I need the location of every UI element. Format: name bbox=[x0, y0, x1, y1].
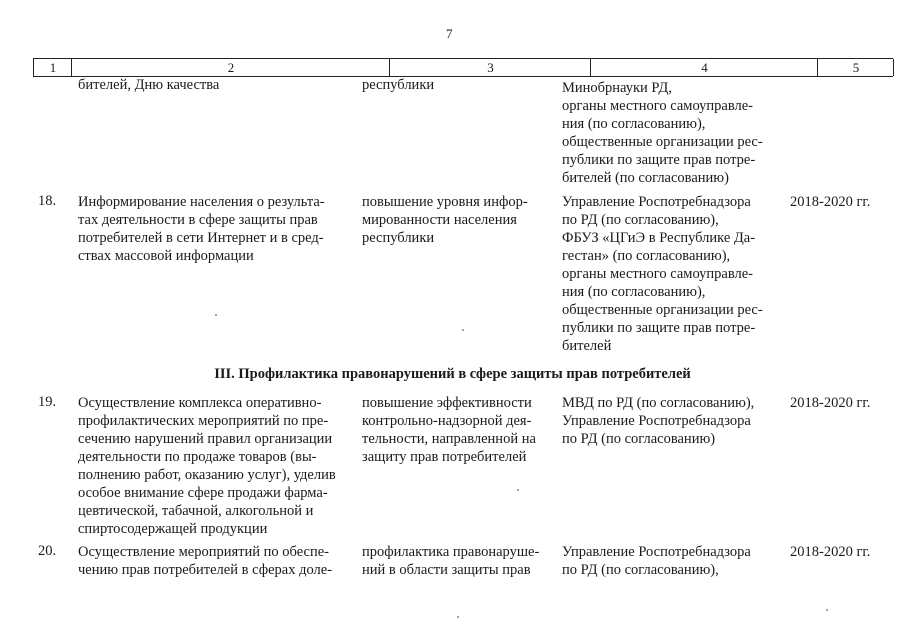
row-20-description: Осуществление мероприятий по обеспе- чению прав потребителей в сферах доле- bbox=[78, 544, 333, 578]
column-number-4: 4 bbox=[590, 59, 818, 76]
row-18-executors: Управление Роспотребнадзора по РД (по согласованию), ФБУЗ «ЦГиЭ в Республике Да- гестан» (по согласованию), органы местного самоуправле- ния (по согласованию), общественные организации рес- публики по защите прав потре- бителей bbox=[562, 194, 763, 354]
scan-speck bbox=[215, 314, 217, 316]
row-20-number: 20. bbox=[38, 543, 57, 559]
scan-speck bbox=[457, 616, 459, 618]
carryover-col2: бителей, Дню качества bbox=[78, 77, 220, 93]
row-18-period: 2018-2020 гг. bbox=[790, 194, 871, 210]
column-number-2: 2 bbox=[71, 59, 390, 76]
scan-speck bbox=[826, 609, 828, 611]
section-title: III. Профилактика правонарушений в сфере защиты прав потребителей bbox=[214, 366, 691, 382]
column-number-3: 3 bbox=[389, 59, 591, 76]
column-number-5: 5 bbox=[817, 59, 894, 76]
row-20-executors: Управление Роспотребнадзора по РД (по согласованию), bbox=[562, 544, 751, 578]
column-number-1: 1 bbox=[33, 59, 72, 76]
carryover-col3: республики bbox=[362, 77, 435, 93]
row-19-period: 2018-2020 гг. bbox=[790, 395, 871, 411]
row-18-result: повышение уровня инфор- мированности населения республики bbox=[362, 194, 528, 246]
row-20-period: 2018-2020 гг. bbox=[790, 544, 871, 560]
page-number: 7 bbox=[446, 26, 453, 41]
row-19-number: 19. bbox=[38, 394, 57, 410]
scan-speck bbox=[462, 329, 464, 331]
scan-speck bbox=[517, 489, 519, 491]
row-18-number: 18. bbox=[38, 193, 57, 209]
row-19-result: повышение эффективности контрольно-надзорной дея- тельности, направленной на защиту прав потребителей bbox=[362, 395, 536, 465]
row-19-executors: МВД по РД (по согласованию), Управление Роспотребнадзора по РД (по согласованию) bbox=[562, 395, 755, 447]
row-20-result: профилактика правонаруше- ний в области защиты прав bbox=[362, 544, 540, 578]
row-18-description: Информирование населения о результа- тах деятельности в сфере защиты прав потребителей в сети Интернет и в сред- ствах массовой информации bbox=[78, 194, 325, 264]
table-header-row bbox=[33, 58, 893, 77]
carryover-col4: Минобрнауки РД, органы местного самоуправле- ния (по согласованию), общественные организации рес- публики по защите прав потре- бителей (по согласованию) bbox=[562, 80, 763, 186]
row-19-description: Осуществление комплекса оперативно- профилактических мероприятий по пре- сечению нарушений правил организации деятельности по продаже товаров (вы- полнению работ, оказанию услуг), уделив особое внимание сфере продажи фарма- цевтической, табачной, алкогольной и спиртосодержащей продукции bbox=[78, 395, 336, 537]
